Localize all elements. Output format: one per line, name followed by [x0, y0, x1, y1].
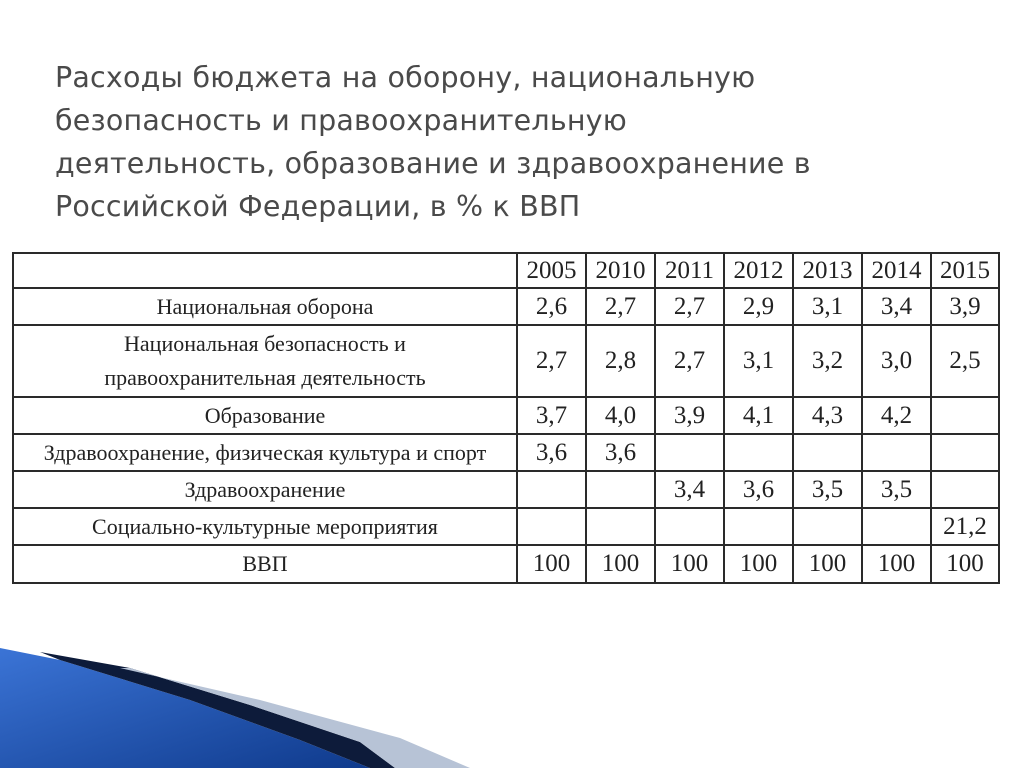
year-header: 2015 [931, 253, 999, 288]
table-cell: 3,1 [724, 325, 793, 397]
table-cell: 3,0 [862, 325, 931, 397]
row-label: Национальная безопасность и правоохранительная деятельность [13, 325, 517, 397]
row-label: Национальная оборона [13, 288, 517, 325]
table-cell: 2,6 [517, 288, 586, 325]
table-cell: 2,7 [586, 288, 655, 325]
table-cell: 2,7 [517, 325, 586, 397]
row-label: Социально-культурные мероприятия [13, 508, 517, 545]
table-cell: 3,2 [793, 325, 862, 397]
year-header: 2012 [724, 253, 793, 288]
row-label: ВВП [13, 545, 517, 583]
slide-title: Расходы бюджета на оборону, национальную безопасность и правоохранительную деятельность, образование и здравоохранение в Российской Федерации, в % к ВВП [55, 61, 811, 223]
table-cell: 3,9 [655, 397, 724, 434]
table-cell: 100 [931, 545, 999, 583]
table-cell: 21,2 [931, 508, 999, 545]
table-cell: 2,7 [655, 325, 724, 397]
table-cell: 2,7 [655, 288, 724, 325]
table-cell: 3,5 [862, 471, 931, 508]
table-cell: 3,4 [655, 471, 724, 508]
table-cell: 3,6 [517, 434, 586, 471]
table-cell: 3,5 [793, 471, 862, 508]
table-cell: 3,7 [517, 397, 586, 434]
table-cell: 3,6 [586, 434, 655, 471]
table-cell: 2,9 [724, 288, 793, 325]
table-cell: 100 [724, 545, 793, 583]
table-cell: 3,1 [793, 288, 862, 325]
table-cell: 3,6 [724, 471, 793, 508]
table-cell: 100 [586, 545, 655, 583]
table-cell: 100 [793, 545, 862, 583]
row-label: Здравоохранение [13, 471, 517, 508]
table-cell: 100 [517, 545, 586, 583]
table-cell: 4,0 [586, 397, 655, 434]
table-cell: 4,3 [793, 397, 862, 434]
year-header: 2013 [793, 253, 862, 288]
table-cell: 100 [862, 545, 931, 583]
table-cell: 3,9 [931, 288, 999, 325]
blue-swoosh-shape [0, 648, 370, 768]
year-header: 2010 [586, 253, 655, 288]
table-cell: 4,2 [862, 397, 931, 434]
year-header: 2005 [517, 253, 586, 288]
year-header: 2011 [655, 253, 724, 288]
year-header: 2014 [862, 253, 931, 288]
row-label: Здравоохранение, физическая культура и спорт [13, 434, 517, 471]
table-cell: 100 [655, 545, 724, 583]
row-label: Образование [13, 397, 517, 434]
table-cell: 4,1 [724, 397, 793, 434]
table-cell: 2,8 [586, 325, 655, 397]
table-cell: 2,5 [931, 325, 999, 397]
table-cell: 3,4 [862, 288, 931, 325]
